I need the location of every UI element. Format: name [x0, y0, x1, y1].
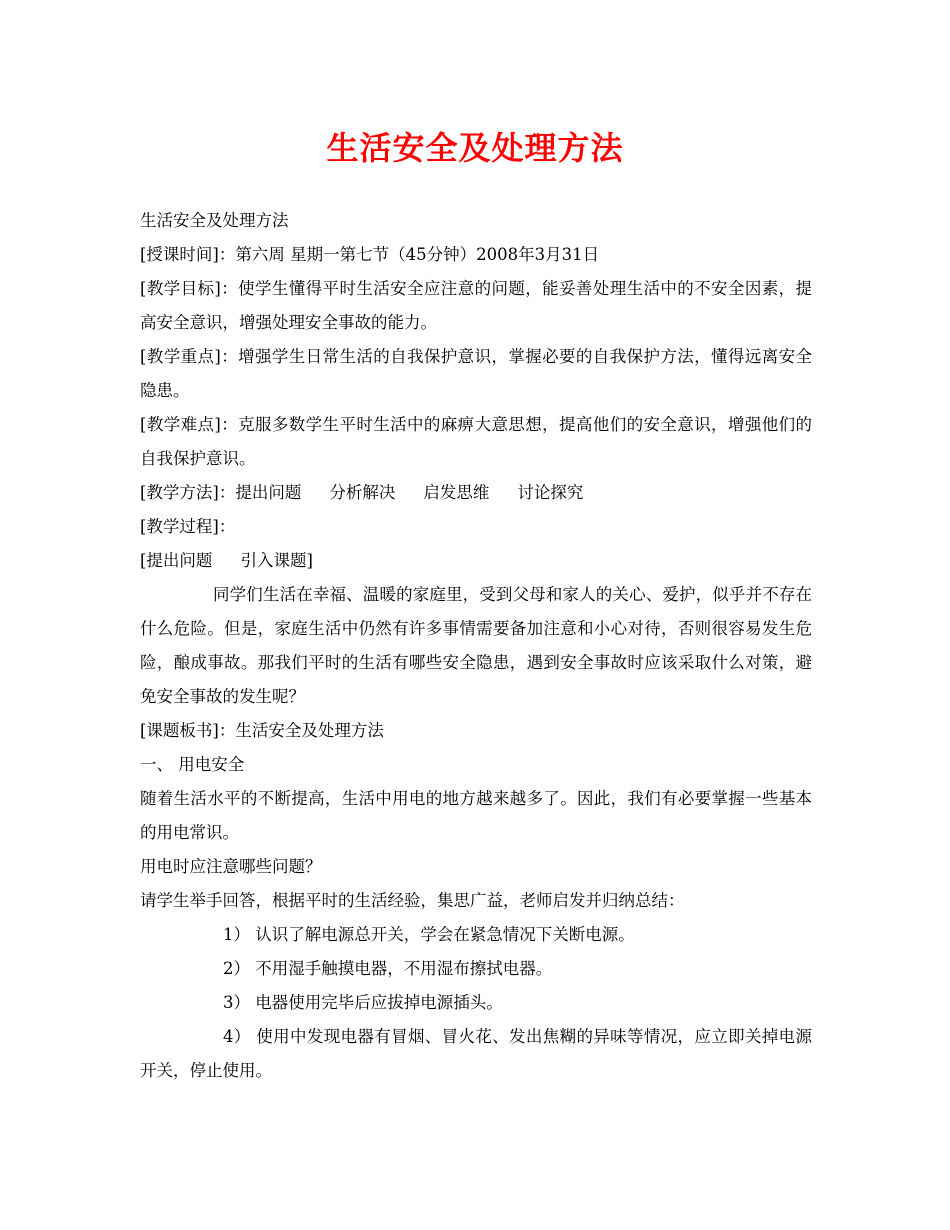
teaching-process-line: [教学过程]： — [140, 517, 236, 536]
section-heading: 一、 用电安全 — [140, 755, 245, 774]
method-item: 讨论探究 — [517, 483, 584, 502]
board-line: [课题板书]：生活安全及处理方法 — [140, 721, 384, 740]
list-item: 2） 不用湿手触摸电器，不用湿布擦拭电器。 — [223, 959, 553, 978]
answer-intro-line: 请学生举手回答，根据平时的生活经验，集思广益，老师启发并归纳总结： — [140, 891, 685, 910]
teaching-difficulty-paragraph: [教学难点]：克服多数学生平时生活中的麻痹大意思想，提高他们的安全意识，增强他们的自我保护意识。 — [140, 415, 812, 468]
teaching-key-point-paragraph: [教学重点]：增强学生日常生活的自我保护意识，掌握必要的自我保护方法，懂得远离安全隐患。 — [140, 347, 812, 400]
intro-paragraph: 同学们生活在幸福、温暖的家庭里，受到父母和家人的关心、爱护，似乎并不存在什么危险。但是，家庭生活中仍然有许多事情需要备加注意和小心对待，否则很容易发生危险，酿成事故。那我们平时的生活有哪些安全隐患，遇到安全事故时应该采取什么对策，避免安全事故的发生呢？ — [140, 585, 812, 706]
list-item: 4） 使用中发现电器有冒烟、冒火花、发出焦糊的异味等情况，应立即关掉电源开关，停止使用。 — [140, 1027, 812, 1080]
list-item: 3） 电器使用完毕后应拔掉电源插头。 — [223, 993, 503, 1012]
intro-heading-part: 引入课题] — [240, 551, 313, 570]
list-item: 1） 认识了解电源总开关，学会在紧急情况下关断电源。 — [223, 925, 635, 944]
document-body — [140, 204, 812, 1088]
teaching-method-line — [140, 476, 812, 510]
lesson-time-line: [授课时间]：第六周 星期一第七节（45分钟）2008年3月31日 — [140, 245, 600, 264]
intro-heading-line — [140, 544, 812, 578]
intro-heading-part: [提出问题 — [140, 551, 213, 570]
section-paragraph: 随着生活水平的不断提高，生活中用电的地方越来越多了。因此，我们有必要掌握一些基本的用电常识。 — [140, 789, 812, 842]
method-label: [教学方法]：提出问题 — [140, 483, 302, 502]
method-item: 启发思维 — [423, 483, 490, 502]
subtitle-line: 生活安全及处理方法 — [140, 211, 289, 230]
method-item: 分析解决 — [329, 483, 396, 502]
document-title: 生活安全及处理方法 — [326, 129, 624, 167]
teaching-goal-paragraph: [教学目标]：使学生懂得平时生活安全应注意的问题，能妥善处理生活中的不安全因素，提高安全意识，增强处理安全事故的能力。 — [140, 279, 812, 332]
question-line: 用电时应注意哪些问题？ — [140, 857, 322, 876]
